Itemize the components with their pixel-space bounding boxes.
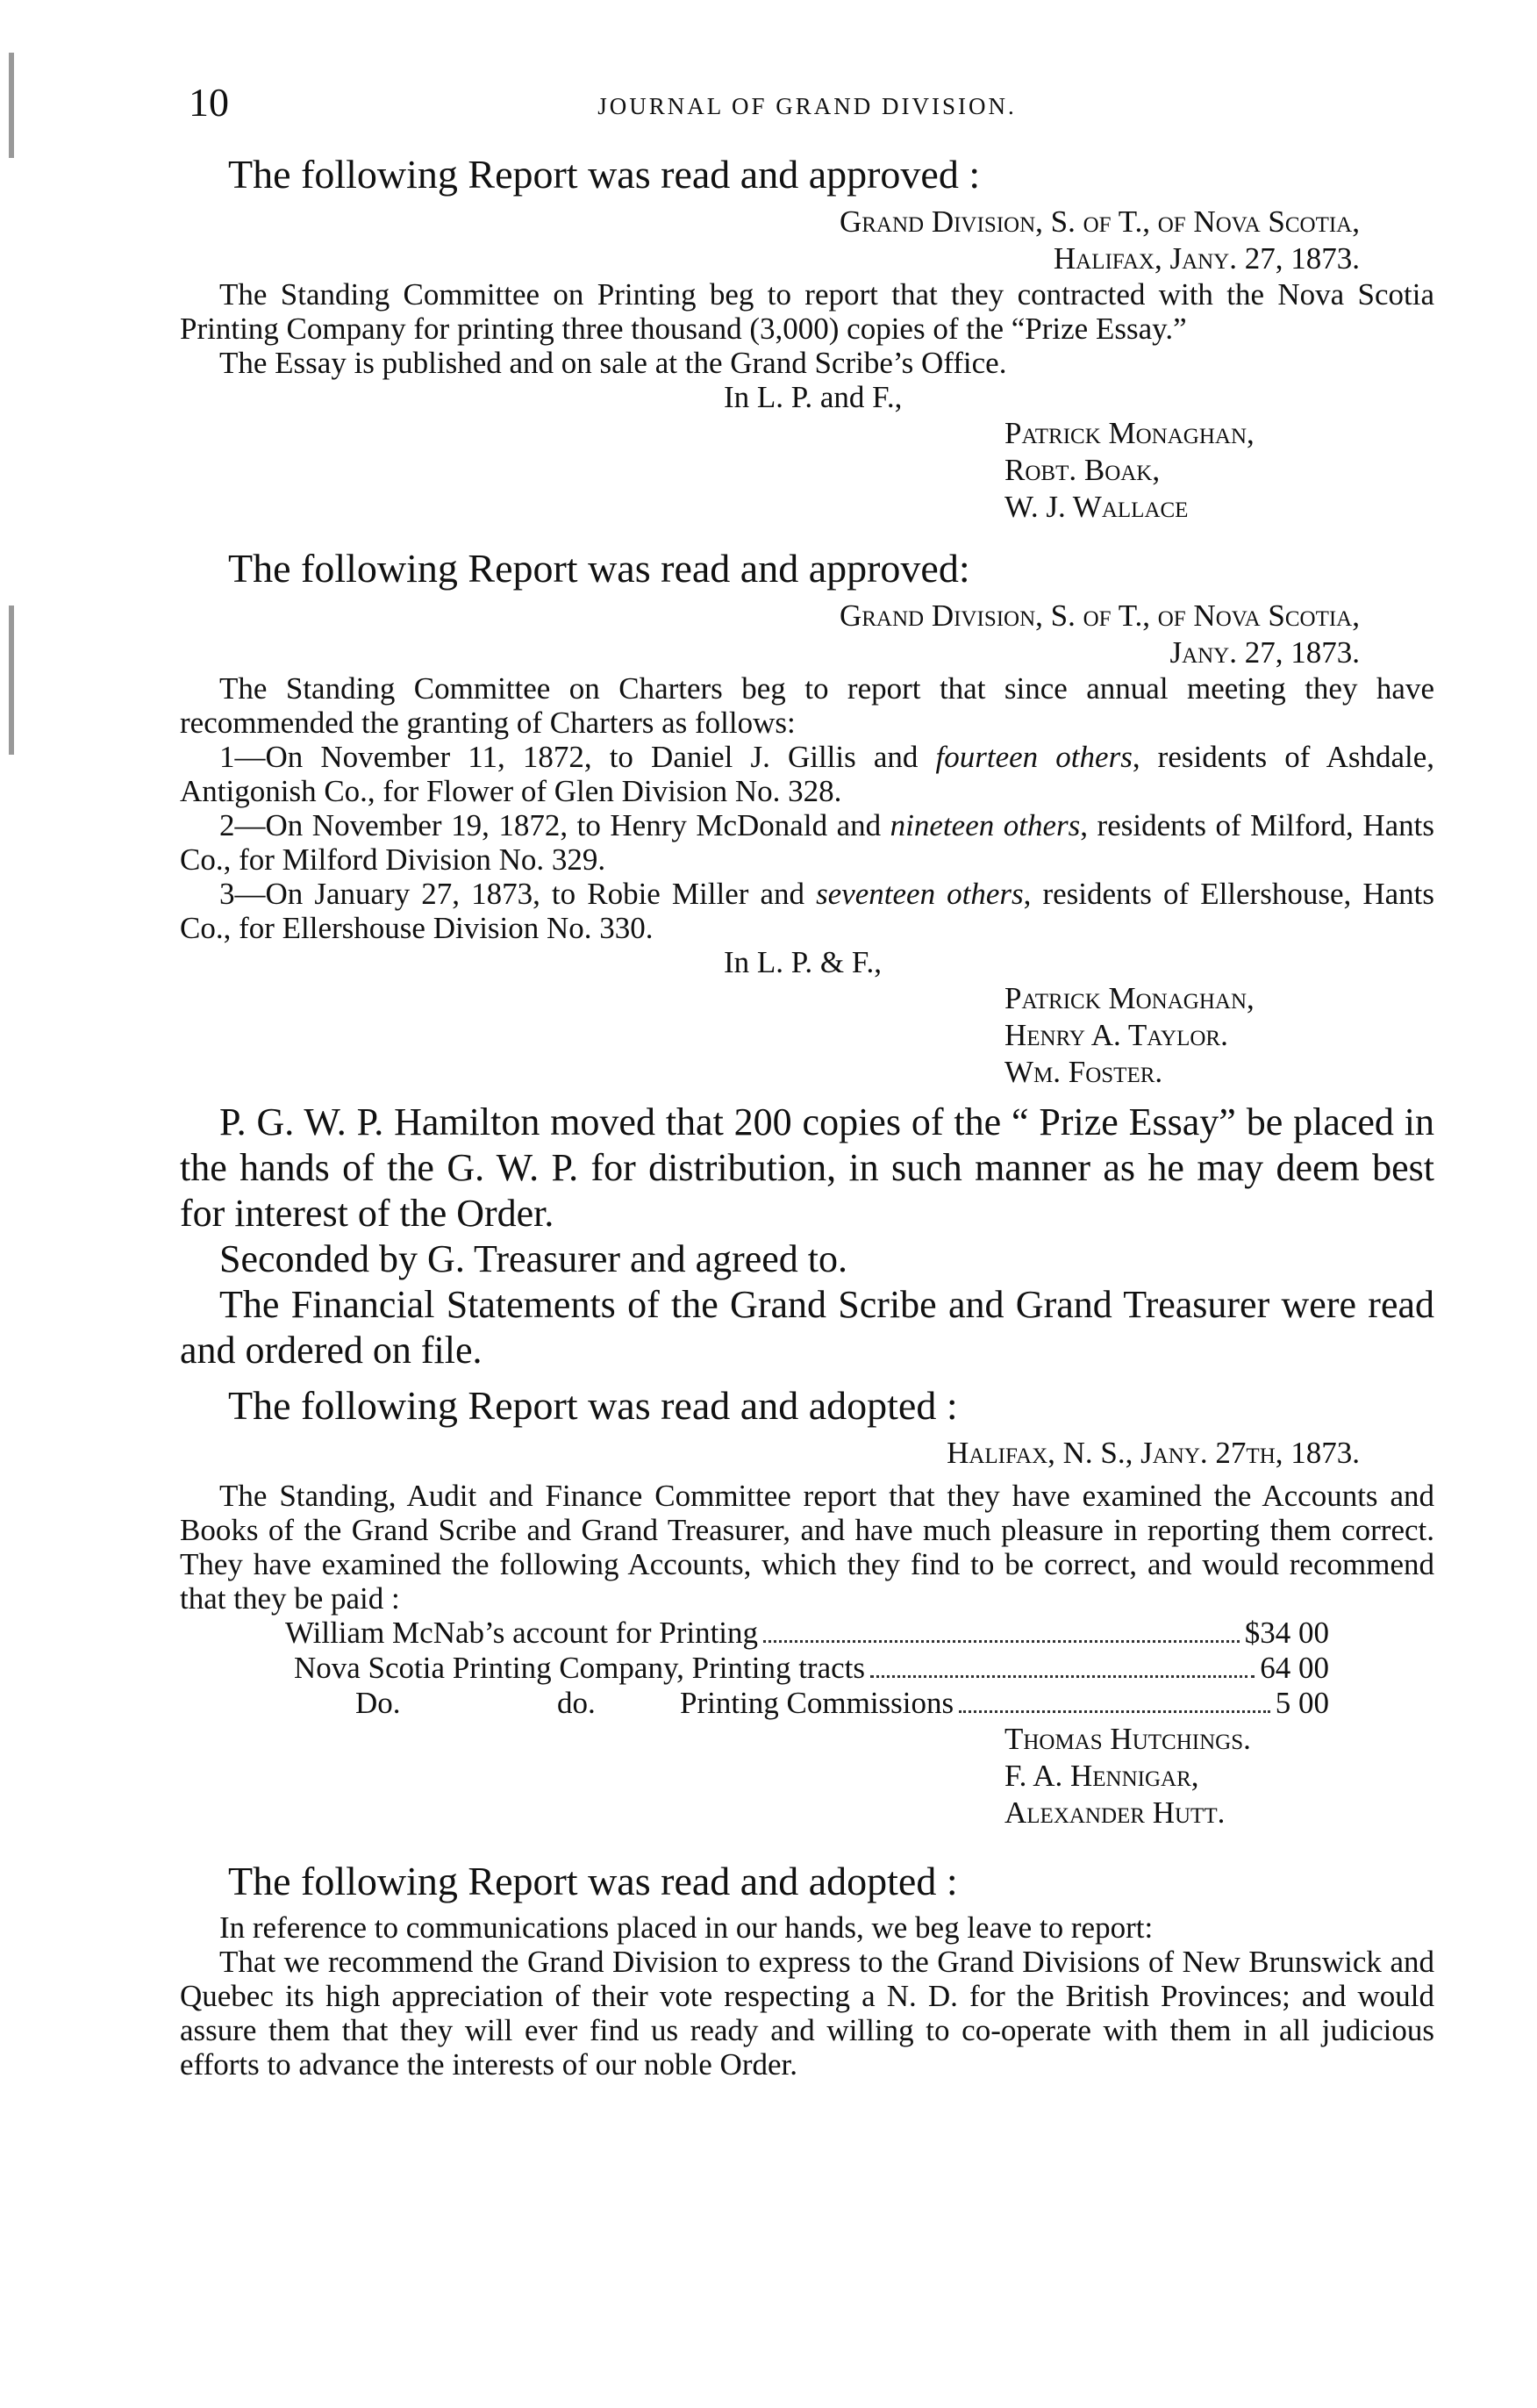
running-head [180,79,1434,132]
signer-name: Thomas Hutchings. [1004,1722,1251,1756]
signature-intro: In L. P. and F., [724,380,903,414]
report-place: Grand Division, S. of T., of Nova Scotia, [839,204,1360,239]
report-heading: The following Report was read and approved : [228,152,981,197]
report-paragraph: In reference to communications placed in our hands, we beg leave to report: [219,1910,1154,1945]
margin-mark [9,606,14,755]
dot-leader [763,1640,1240,1643]
signer-name: Patrick Monaghan, [1004,981,1255,1015]
signature-block [180,1721,1434,1831]
report-paragraph: The Standing Committee on Charters beg to report that since annual meeting they have recommended the granting of Charters as follows: [180,671,1434,740]
signer-name: Henry A. Taylor. [1004,1018,1228,1052]
account-row [285,1616,1329,1651]
signer-name: Patrick Monaghan, [1004,416,1255,450]
signature-block [180,415,1434,526]
report-printing [180,151,1434,526]
report-charters [180,545,1434,1091]
report-heading: The following Report was read and approved: [228,546,970,591]
report-paragraph: The Essay is published and on sale at the Grand Scribe’s Office. [219,346,1007,380]
report-finance [180,1382,1434,1831]
accounts-list [180,1616,1434,1721]
report-date: Halifax, Jany. 27, 1873. [1053,241,1360,276]
report-paragraph: That we recommend the Grand Division to express to the Grand Divisions of New Brunswick and Quebec its high appreciation of their vote respecting a N. D. for the British Provinces; and would assure them that they will ever find us ready and willing to co-operate with them in all judicious efforts to advance the interests of our noble Order. [180,1945,1434,2082]
account-amount: $34 00 [1244,1616,1329,1650]
account-label: William McNab’s account for Printing [285,1616,759,1650]
signature-intro: In L. P. & F., [724,945,883,979]
signer-name: W. J. Wallace [1004,490,1189,524]
ditto-1: Do. [355,1686,401,1720]
signer-name: Wm. Foster. [1004,1055,1163,1089]
account-amount: 64 00 [1260,1651,1329,1685]
dot-leader [959,1710,1270,1713]
signer-name: F. A. Hennigar, [1004,1759,1199,1793]
journal-title: JOURNAL OF GRAND DIVISION. [597,93,1017,119]
signature-block [180,980,1434,1091]
account-label: Printing Commissions [680,1686,954,1720]
seconded-text: Seconded by G. Treasurer and agreed to. [219,1237,848,1280]
account-row [285,1686,1329,1721]
report-heading: The following Report was read and adopted : [228,1383,958,1428]
charter-item: 2—On November 19, 1872, to Henry McDonald and nineteen others, residents of Milford, Hants Co., for Milford Division No. 329. [180,808,1434,877]
report-paragraph: The Standing Committee on Printing beg to report that they contracted with the Nova Scotia Printing Company for printing three thousand (3,000) copies of the “Prize Essay.” [180,277,1434,346]
motions [180,1100,1434,1373]
financial-text: The Financial Statements of the Grand Scribe and Grand Treasurer were read and ordered on file. [180,1283,1434,1372]
page-number: 10 [189,80,229,125]
account-row [285,1651,1329,1686]
report-communications [180,1858,1434,2082]
account-amount: 5 00 [1275,1686,1329,1720]
charter-item: 1—On November 11, 1872, to Daniel J. Gillis and fourteen others, residents of Ashdale, Antigonish Co., for Flower of Glen Division No. 328. [180,740,1435,808]
charter-item: 3—On January 27, 1873, to Robie Miller and seventeen others, residents of Ellershouse, Hants Co., for Ellershouse Division No. 330. [180,877,1434,945]
report-paragraph: The Standing, Audit and Finance Committee report that they have examined the Accounts and Books of the Grand Scribe and Grand Treasurer, and have much pleasure in reporting them correct. They have examined the following Accounts, which they find to be correct, and would recommend that they be paid : [180,1479,1434,1616]
account-label: Nova Scotia Printing Company, Printing tracts [294,1651,866,1685]
margin-mark [9,53,14,158]
report-date: Jany. 27, 1873. [1169,635,1360,670]
report-date: Halifax, N. S., Jany. 27th, 1873. [947,1436,1360,1470]
report-place: Grand Division, S. of T., of Nova Scotia, [839,598,1360,633]
dot-leader [870,1675,1255,1678]
ditto-2: do. [557,1686,596,1720]
report-heading: The following Report was read and adopted : [228,1859,958,1903]
signer-name: Alexander Hutt. [1004,1795,1226,1830]
motion-text: P. G. W. P. Hamilton moved that 200 copies of the “ Prize Essay” be placed in the hands of the G. W. P. for distribution, in such manner as he may deem best for interest of the Order. [180,1100,1434,1235]
signer-name: Robt. Boak, [1004,453,1161,487]
document-page [180,79,1434,2082]
